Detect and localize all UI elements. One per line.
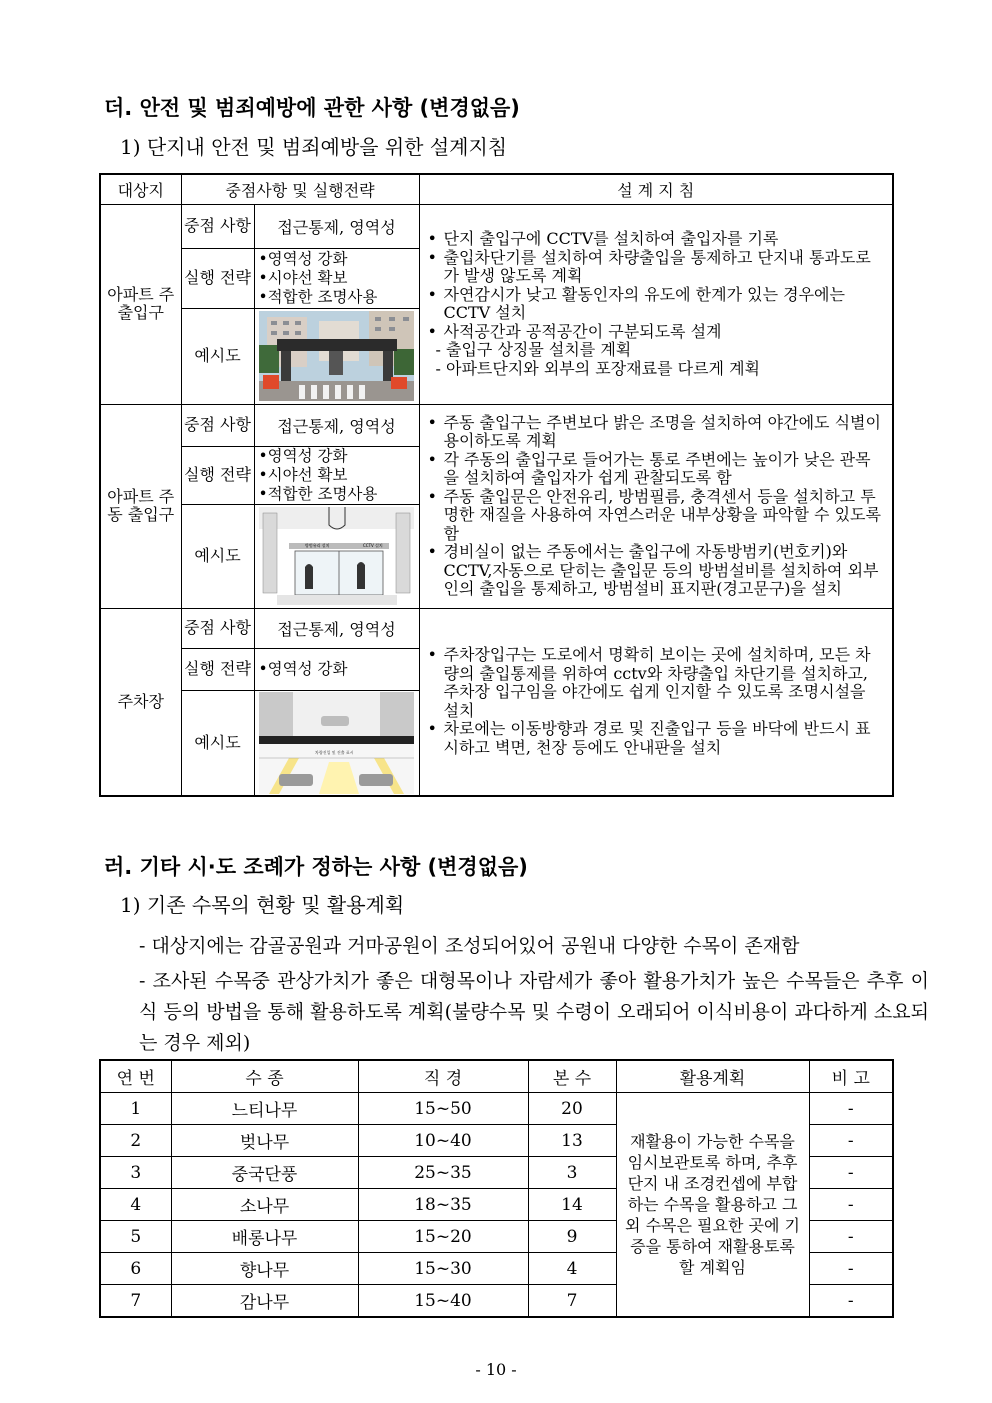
strategy-item: •영역성 강화: [258, 659, 348, 678]
cell-diameter: 15~40: [358, 1285, 528, 1318]
strategy-label: 실행 전략: [181, 648, 254, 690]
cell-species: 벚나무: [171, 1125, 358, 1157]
cell-diameter: 15~50: [358, 1093, 528, 1125]
cell-plan: 재활용이 가능한 수목을 임시보관토록 하며, 추후 단지 내 조경컨셉에 부합하는 수목을 활용하고 그 외 수목은 필요한 곳에 기증을 통하여 재활용토록 할 계획임: [616, 1093, 809, 1318]
cell-note: -: [809, 1285, 893, 1318]
strategy-list: [254, 248, 419, 308]
guideline-item: • 사적공간과 공적공간이 구분되도록 설계: [426, 323, 887, 342]
focus-label: 중점 사항: [181, 608, 254, 648]
cell-note: -: [809, 1253, 893, 1285]
guideline-item: • 단지 출입구에 CCTV를 설치하여 출입자를 기록: [426, 230, 887, 249]
strategy-item: •시야선 확보: [258, 268, 348, 287]
header-species: 수 종: [171, 1060, 358, 1093]
guideline-item: • 차로에는 이동방향과 경로 및 진출입구 등을 바닥에 반드시 표시하고 벽면, 천장 등에도 안내판을 설치: [426, 720, 887, 757]
guideline-item: • 주동 출입구는 주변보다 밝은 조명을 설치하여 야간에도 식별이 용이하도록 계획: [426, 414, 887, 451]
focus-value: 접근통제, 영역성: [254, 404, 419, 446]
cell-no: 7: [100, 1285, 171, 1318]
guideline-parking: [419, 608, 893, 796]
cell-count: 13: [528, 1125, 616, 1157]
strategy-item: •영역성 강화: [258, 249, 348, 268]
cell-count: 4: [528, 1253, 616, 1285]
cell-species: 느티나무: [171, 1093, 358, 1125]
cell-species: 향나무: [171, 1253, 358, 1285]
guideline-subitem: - 아파트단지와 외부의 포장재료를 다르게 계획: [435, 358, 761, 378]
guideline-item: • 주차장입구는 도로에서 명확히 보이는 곳에 설치하며, 모든 차량의 출입통제를 위하여 cctv와 차량출입 차단기를 설치하고, 주차장 입구임을 야간에도 쉽게 인지할 수 있도록 조명시설을 설치: [426, 646, 887, 720]
cell-species: 소나무: [171, 1189, 358, 1221]
guideline-main-entrance: [419, 204, 893, 404]
guideline-building-entrance: [419, 404, 893, 608]
example-label: 예시도: [181, 690, 254, 796]
cell-note: -: [809, 1157, 893, 1189]
cell-note: -: [809, 1093, 893, 1125]
tree-inventory-table: [99, 1059, 894, 1318]
focus-value: 접근통제, 영역성: [254, 608, 419, 648]
guideline-item: • 자연감시가 낮고 활동인자의 유도에 한계가 있는 경우에는 CCTV 설치: [426, 286, 887, 323]
cell-diameter: 25~35: [358, 1157, 528, 1189]
strategy-item: •영역성 강화: [258, 446, 348, 465]
guideline-item: • 주동 출입문은 안전유리, 방범필름, 충격센서 등을 설치하고 투명한 재질을 사용하여 자연스러운 내부상황을 파악할 수 있도록 함: [426, 488, 887, 544]
section1-heading: 더. 안전 및 범죄예방에 관한 사항 (변경없음): [104, 96, 520, 120]
cell-no: 2: [100, 1125, 171, 1157]
cell-diameter: 10~40: [358, 1125, 528, 1157]
strategy-item: •적합한 조명사용: [258, 287, 378, 306]
cell-species: 중국단풍: [171, 1157, 358, 1189]
header-no: 연 번: [100, 1060, 171, 1093]
target-main-entrance: 아파트 주출입구: [100, 204, 181, 404]
example-image-cell: [254, 308, 419, 404]
guideline-item: • 각 주동의 출입구로 들어가는 통로 주변에는 높이가 낮은 관목을 설치하여 출입자가 쉽게 관찰되도록 함: [426, 451, 887, 488]
cell-diameter: 18~35: [358, 1189, 528, 1221]
cell-note: -: [809, 1125, 893, 1157]
section2-heading: 러. 기타 시·도 조례가 정하는 사항 (변경없음): [104, 855, 528, 879]
cell-count: 3: [528, 1157, 616, 1189]
cell-count: 20: [528, 1093, 616, 1125]
strategy-label: 실행 전략: [181, 446, 254, 504]
image-label: CCTV 설치: [363, 543, 383, 548]
cell-count: 14: [528, 1189, 616, 1221]
strategy-list: [254, 648, 419, 690]
strategy-item: •적합한 조명사용: [258, 484, 378, 503]
cell-diameter: 15~20: [358, 1221, 528, 1253]
cell-count: 7: [528, 1285, 616, 1318]
header-strategy: 중점사항 및 실행전략: [181, 174, 419, 204]
target-building-entrance: 아파트 주동 출입구: [100, 404, 181, 608]
page-number: - 10 -: [475, 1360, 517, 1379]
guideline-subitem: - 출입구 상징물 설치를 계획: [435, 340, 632, 359]
example-image-cell: [254, 504, 419, 608]
cell-note: -: [809, 1221, 893, 1253]
strategy-item: •시야선 확보: [258, 465, 348, 484]
header-diameter: 직 경: [358, 1060, 528, 1093]
focus-value: 접근통제, 영역성: [254, 204, 419, 248]
section2-subheading: 1) 기존 수목의 현황 및 활용계획: [120, 893, 405, 917]
cell-diameter: 15~30: [358, 1253, 528, 1285]
cell-note: -: [809, 1189, 893, 1221]
focus-label: 중점 사항: [181, 204, 254, 248]
cell-no: 5: [100, 1221, 171, 1253]
cell-no: 6: [100, 1253, 171, 1285]
section1-subheading: 1) 단지내 안전 및 범죄예방을 위한 설계지침: [120, 135, 508, 159]
guideline-item: • 출입차단기를 설치하여 차량출입을 통제하고 단지내 통과도로가 발생 않도록 계획: [426, 249, 887, 286]
header-count: 본 수: [528, 1060, 616, 1093]
cell-no: 4: [100, 1189, 171, 1221]
cell-species: 감나무: [171, 1285, 358, 1318]
table-row: [100, 1093, 893, 1125]
apartment-gate-photo: [259, 311, 414, 401]
focus-label: 중점 사항: [181, 404, 254, 446]
cell-count: 9: [528, 1221, 616, 1253]
example-image-cell: [254, 690, 419, 796]
cell-no: 1: [100, 1093, 171, 1125]
paragraph-2: - 조사된 수목중 관상가치가 좋은 대형목이나 자람세가 좋아 활용가치가 높은 수목들은 추후 이식 등의 방법을 통해 활용하도록 계획(불량수목 및 수령이 오래되어 이식비용이 과다하게 소요되는 경우 제외): [139, 970, 929, 1054]
strategy-list: [254, 446, 419, 504]
cell-species: 배롱나무: [171, 1221, 358, 1253]
paragraph-1: - 대상지에는 감골공원과 거마공원이 조성되어있어 공원내 다양한 수목이 존재함: [139, 935, 800, 957]
image-label: 차량진입 및 진출 표시: [315, 749, 354, 755]
safety-guideline-table: [99, 173, 894, 797]
building-entrance-diagram: [259, 507, 414, 605]
header-target: 대상지: [100, 174, 181, 204]
header-guideline: 설 계 지 침: [419, 174, 893, 204]
guideline-item: • 경비실이 없는 주동에서는 출입구에 자동방범키(번호키)와 CCTV,자동으로 닫히는 출입문 등의 방범설비를 설치하여 외부인의 출입을 통제하고, 방범설비 표지판(경고문구)을 설치: [426, 543, 887, 599]
example-label: 예시도: [181, 504, 254, 608]
example-label: 예시도: [181, 308, 254, 404]
target-parking: 주차장: [100, 608, 181, 796]
parking-entrance-diagram: [259, 692, 414, 794]
strategy-label: 실행 전략: [181, 248, 254, 308]
cell-no: 3: [100, 1157, 171, 1189]
image-label: 방범유리 설치: [305, 543, 330, 548]
header-plan: 활용계획: [616, 1060, 809, 1093]
header-note: 비 고: [809, 1060, 893, 1093]
